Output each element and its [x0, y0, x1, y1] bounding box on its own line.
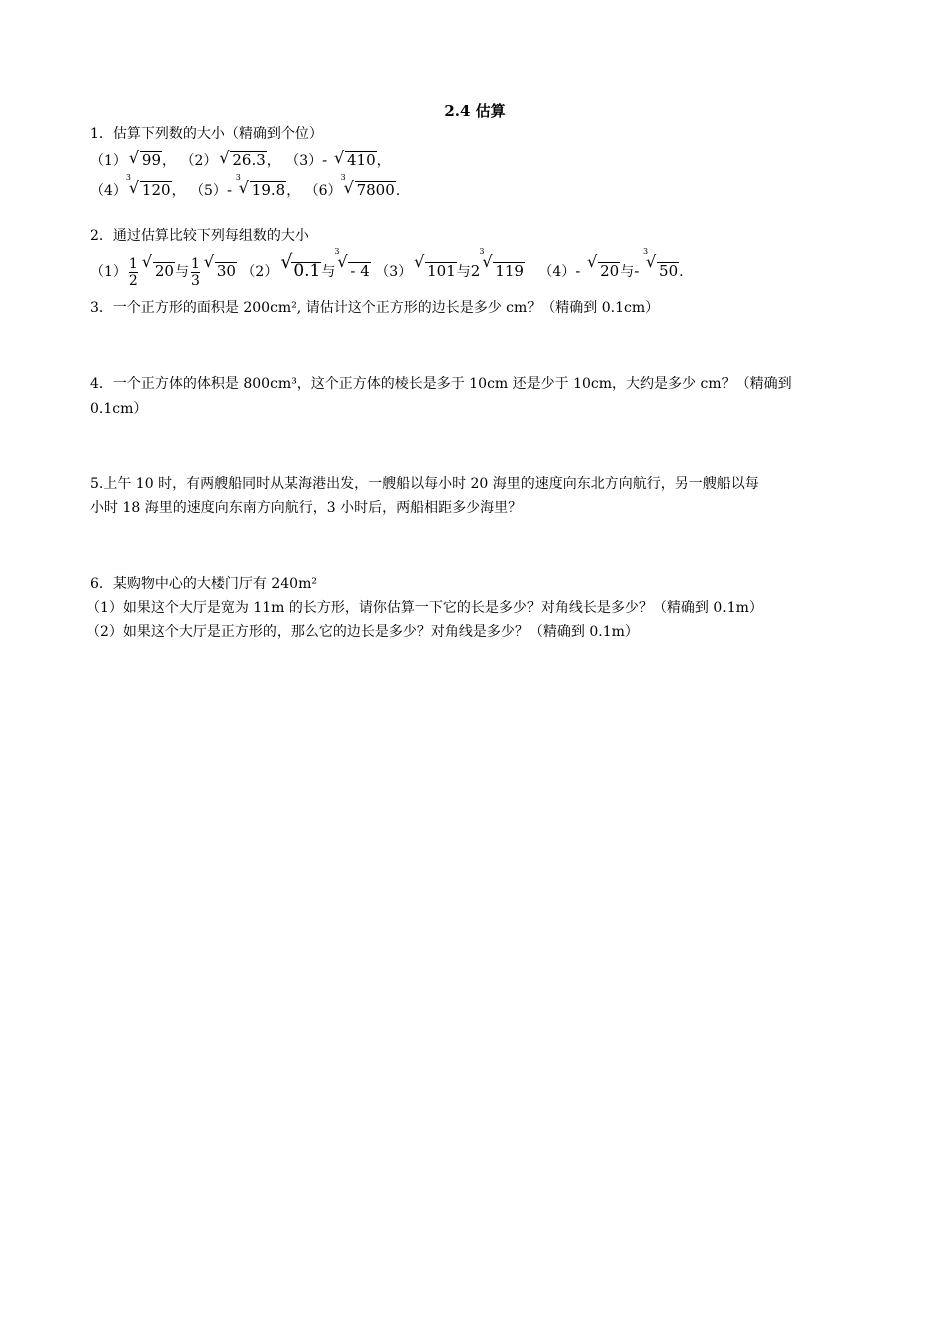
- q2-stem: 2．通过估算比较下列每组数的大小: [90, 228, 309, 244]
- q4-line1: 4．一个正方体的体积是 800cm³，这个正方体的棱长是多于 10cm 还是少于 10cm，大约是多少 cm？（精确到: [90, 376, 792, 392]
- q1-comma: ，: [286, 183, 301, 199]
- q1-p6-radicand: 7800: [356, 181, 395, 199]
- q3-text: 3．一个正方形的面积是 200cm², 请估计这个正方形的边长是多少 cm？（精确到 0.1cm）: [90, 300, 660, 316]
- q2-row: [90, 247, 684, 289]
- q2-cuberoot-119: 3 √ 119: [479, 247, 524, 280]
- q2-radical-20: √ 20: [141, 252, 174, 280]
- q6-part1: （1）如果这个大厅是宽为 11m 的长方形，请你估算一下它的长是多少？对角线长是多少？（精确到 0.1m）: [86, 600, 763, 616]
- q1-p6-label: （6）: [304, 183, 342, 199]
- q2-with: 与: [321, 264, 336, 280]
- fraction-denominator: 3: [190, 272, 200, 289]
- q1-p1-label: （1）: [90, 153, 127, 169]
- q1-row2: [90, 173, 401, 201]
- q1-comma: ，: [162, 153, 177, 169]
- q2-radical-30: √ 30: [203, 252, 236, 280]
- q2-minus: -: [575, 262, 586, 280]
- q1-p5-minus: -: [226, 181, 237, 199]
- radicand: - 4: [350, 262, 370, 280]
- q1-p3-minus: -: [322, 151, 333, 169]
- q1-p3-label: （3）: [285, 153, 323, 169]
- q1-p5-radical: 3 √ 19.8: [235, 173, 286, 199]
- q2-with: 与: [620, 264, 635, 280]
- radicand: 50: [659, 262, 679, 280]
- q2-with: 与: [174, 264, 189, 280]
- radicand: 20: [154, 262, 174, 280]
- q1-p1-radicand: 99: [141, 151, 162, 169]
- q1-p4-index: 3: [125, 173, 132, 182]
- q1-p2-radical: √ 26.3: [219, 148, 266, 169]
- fraction-numerator: 1: [190, 255, 200, 272]
- q2-radical-101: √ 101: [414, 252, 456, 280]
- q1-comma: ，: [376, 153, 391, 169]
- q1-p3-radicand: 410: [347, 151, 376, 169]
- q2-radical-20b: √ 20: [587, 252, 620, 280]
- q1-comma: ，: [266, 153, 281, 169]
- q6-part2: （2）如果这个大厅是正方形的，那么它的边长是多少？对角线是多少？（精确到 0.1m）: [86, 624, 639, 640]
- q6-stem: 6．某购物中心的大楼门厅有 240m²: [90, 576, 317, 592]
- q1-p6-radical: 3 √ 7800: [340, 173, 395, 199]
- q5-line1: 5.上午 10 时，有两艘船同时从某海港出发，一艘船以每小时 20 海里的速度向东北方向航行，另一艘船以每: [90, 476, 759, 492]
- q1-p5-label: （5）: [190, 183, 227, 199]
- q2-radical-0-1: √ 0.1: [280, 251, 321, 281]
- q1-p1-radical: √ 99: [128, 148, 162, 169]
- q2-coefficient: 2: [470, 262, 481, 280]
- fraction-denominator: 2: [128, 272, 138, 289]
- q1-p3-radical: √ 410: [334, 148, 376, 169]
- q5-line2: 小时 18 海里的速度向东南方向航行，3 小时后，两船相距多少海里？: [90, 500, 523, 516]
- q1-period: .: [395, 183, 401, 199]
- q1-p4-label: （4）: [90, 183, 127, 199]
- q1-p6-index: 3: [340, 173, 346, 182]
- q1-p2-radicand: 26.3: [232, 151, 266, 169]
- q2-p3-label: （3）: [375, 264, 413, 280]
- q2-fraction-half: [129, 256, 138, 289]
- q2-fraction-third: [191, 256, 200, 289]
- q2-p1-label: （1）: [90, 264, 127, 280]
- radical-index: 3: [643, 247, 649, 256]
- radicand: 101: [427, 262, 456, 280]
- q1-comma: ，: [171, 183, 186, 199]
- q1-p4-radical: 3 √ 120: [125, 173, 171, 199]
- q2-p2-label: （2）: [241, 264, 279, 280]
- radicand: 0.1: [293, 261, 321, 281]
- q1-row1: [90, 150, 391, 171]
- q1-p2-label: （2）: [180, 153, 218, 169]
- radical-index: 3: [334, 247, 340, 256]
- radicand: 30: [216, 262, 236, 280]
- page-title: 2.4 估算: [444, 102, 506, 120]
- q2-p4-label: （4）: [538, 264, 576, 280]
- fraction-numerator: 1: [128, 255, 138, 272]
- radicand: 20: [600, 262, 620, 280]
- q2-cuberoot-50: 3 √ 50: [643, 247, 679, 280]
- radical-index: 3: [479, 247, 485, 256]
- q2-minus: -: [634, 262, 645, 280]
- q4-line2: 0.1cm）: [90, 401, 148, 417]
- q1-p4-radicand: 120: [141, 181, 171, 199]
- radicand: 119: [495, 262, 524, 280]
- q1-p5-radicand: 19.8: [251, 181, 286, 199]
- q1-stem: 1．估算下列数的大小（精确到个位）: [90, 126, 323, 142]
- q1-p5-index: 3: [235, 173, 241, 182]
- q2-period: .: [679, 264, 684, 280]
- q2-cuberoot-neg4: 3 √ - 4: [334, 247, 370, 280]
- q2-with: 与: [456, 264, 471, 280]
